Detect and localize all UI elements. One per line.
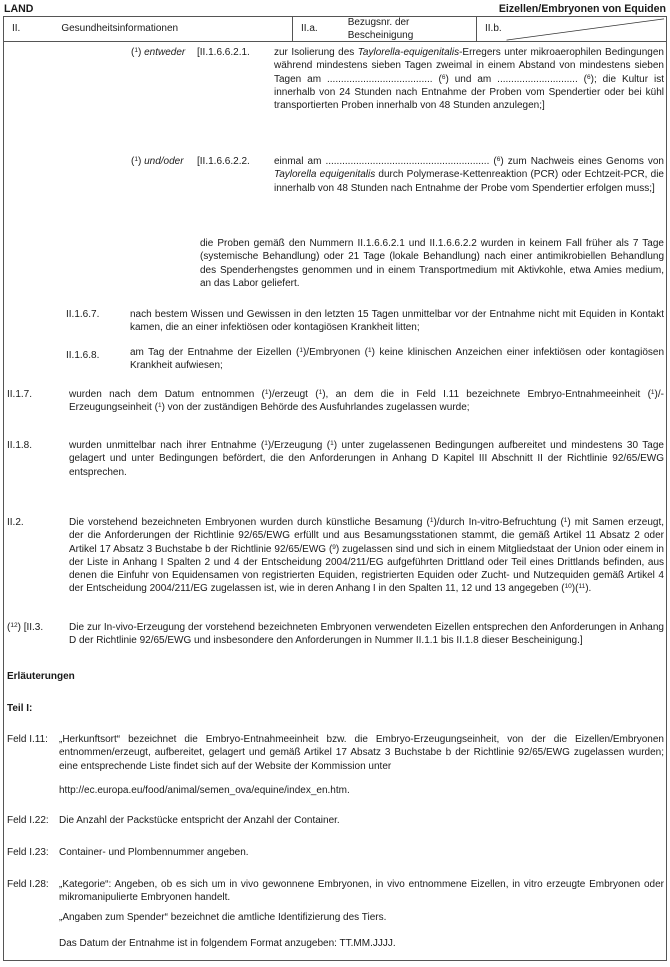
document-top-bar	[4, 3, 666, 16]
header-ref-label: Bezugsnr. der Bescheinigung	[347, 16, 414, 41]
clause-number: [II.1.6.6.2.2.	[197, 156, 250, 167]
country-label: LAND	[4, 2, 34, 15]
clause-text-ii-1-6-6-2-1: zur Isolierung des Taylorella-equigenitalis-Erregers unter mikroaerophilen Bedingungen während mindestens sieben Tagen zweimal in einem Abstand von mindestens sieben Tagen am ...................................... ($^6$) und am ............................. ($^6$); die Kultur ist innerhalb von 24 Stunden nach Entnahme der Proben vom Spendertier oder bei kühl transportierten Proben innerhalb von 48 Stunden anzulegen;]	[274, 47, 664, 112]
clause-number: ($^{12}$) [II.3.	[7, 622, 44, 633]
clause-number: II.1.6.7.	[66, 309, 100, 320]
clause-text-ii-2: Die vorstehend bezeichneten Embryonen wurden durch künstliche Besamung ($^1$)/durch In-vitro-Befruchtung ($^1$) mit Samen erzeugt, der die Anforderungen der Richtlinie 92/65/EWG erfüllt und aus Besamungsstationen stammt, die gemäß Artikel 11 Absatz 2 oder Artikel 17 Absatz 3 Buchstabe b der Richtlinie 92/65/EWG ($^9$) zugelassen sind und sich in einem Mitgliedstaat der Union oder einem in der Liste in Anhang I Spalten 2 und 4 der Entscheidung 2004/211/EG aufgeführten Drittland oder Teil eines Drittlands befinden, aus denen die Einfuhr von Equidensamen von registrierten Equiden, registrierten Equiden oder Zucht- und Nutzequiden gemäß Artikel 4 der Entscheidung 2004/211/EG zugelassen ist, wie in deren Anhang I in den Spalten 11, 12 und 13 angegeben ($^{10}$)($^{11}$).	[69, 517, 665, 595]
clause-number: [II.1.6.6.2.1.	[197, 47, 250, 58]
clause-number: II.1.7.	[7, 389, 33, 400]
commission-url-link[interactable]: http://ec.europa.eu/food/animal/semen_ova/equine/index_en.htm.	[59, 785, 350, 796]
clause-number: II.1.8.	[7, 440, 33, 451]
certificate-header-table	[3, 16, 667, 42]
header-section-number: II.	[12, 23, 21, 35]
field-note-i-23: Container- und Plombennummer angeben.	[59, 847, 249, 858]
header-ref-number: II.a.	[301, 23, 318, 35]
option-marker-and-or: ($^1$) und/oder	[131, 156, 184, 167]
field-note-i-28-date: Das Datum der Entnahme ist in folgendem Format anzugeben: TT.MM.JJJJ.	[59, 938, 396, 949]
option-marker-either: ($^1$) entweder	[131, 47, 186, 58]
header-cell-health-info	[4, 17, 293, 41]
field-note-i-11: „Herkunftsort“ bezeichnet die Embryo-Entnahmeeinheit bzw. die Embryo-Erzeugungseinheit, von der die Eizellen/Embryonen entnommen/erzeugt, aufbereitet, gelagert und gemäß Artikel 17 Absatz 3 Buchstabe b der Richtlinie 92/65/EWG zugelassen wurden; eine entsprechende Liste findet sich auf der Website der Kommission unter	[59, 734, 664, 772]
field-note-i-28: „Kategorie“: Angeben, ob es sich um in vivo gewonnene Embryonen, in vivo entnommene Eizellen, in vitro erzeugte Embryonen oder mikromanipulierte Embryonen handelt.	[59, 879, 664, 904]
header-iib-number: II.b.	[485, 23, 502, 35]
clause-text-ii-1-8: wurden unmittelbar nach ihrer Entnahme ($^1$)/Erzeugung ($^1$) unter zugelassenen Bedingungen aufbereitet und mindestens 30 Tage gelagert und unter Bedingungen befördert, die den Anforderungen in Anhang D Kapitel III Abschnitt II der Richtlinie 92/65/EWG entsprechen.	[69, 440, 664, 478]
part-heading: Teil I:	[7, 703, 33, 714]
clause-number: II.2.	[7, 517, 24, 528]
clause-text-ii-1-6-8: am Tag der Entnahme der Eizellen ($^1$)/Embryonen ($^1$) keine klinischen Anzeichen einer infektiösen oder kontagiösen Krankheit aufwiesen;	[130, 347, 665, 372]
clause-text-ii-1-6-6-2-2: einmal am ........................................................... ($^6$) zum Nachweis eines Genoms von Taylorella equigenitalis durch Polymerase-Kettenreaktion (PCR) oder Echtzeit-PCR, die innerhalb von 48 Stunden nach Entnahme der Probe vom Spendertier erfolgen muss;]	[274, 156, 664, 194]
header-cell-reference-number	[293, 17, 477, 41]
field-label: Feld I.28:	[7, 879, 49, 890]
clause-text-ii-1-6-7: nach bestem Wissen und Gewissen in den letzten 15 Tagen unmittelbar vor der Entnahme nicht mit Equiden in Kontakt kamen, die an einer infektiösen oder kontagiösen Krankheit litten;	[130, 309, 664, 334]
field-label: Feld I.22:	[7, 815, 49, 826]
certificate-body	[3, 42, 667, 961]
field-note-i-28-donor: „Angaben zum Spender“ bezeichnet die amtliche Identifizierung des Tiers.	[59, 912, 387, 923]
document-type-label: Eizellen/Embryonen von Equiden	[498, 2, 666, 15]
clause-number: II.1.6.8.	[66, 350, 100, 361]
header-section-label: Gesundheitsinformationen	[61, 23, 179, 35]
diagonal-strike-line	[477, 17, 666, 41]
header-cell-iib	[477, 17, 666, 41]
field-label: Feld I.23:	[7, 847, 49, 858]
field-label: Feld I.11:	[7, 734, 48, 745]
notes-heading: Erläuterungen	[7, 671, 75, 682]
clause-text-samples: die Proben gemäß den Nummern II.1.6.6.2.1 und II.1.6.6.2.2 wurden in keinem Fall früher als 7 Tage (systemische Behandlung) oder 21 Tage (lokale Behandlung) nach einer antimikrobiellen Behandlung des Spenderhengstes genommen und in einem Transportmedium mit Aktivkohle, etwa Amies medium, an das Labor geliefert.	[200, 238, 664, 289]
clause-text-ii-3: Die zur In-vivo-Erzeugung der vorstehend bezeichneten Embryonen verwendeten Eizellen entsprechen den Anforderungen in Anhang D der Richtlinie 92/65/EWG und insbesondere den Anforderungen in Nummer II.1.1 bis II.1.8 dieser Bescheinigung.]	[69, 622, 664, 647]
field-note-i-22: Die Anzahl der Packstücke entspricht der Anzahl der Container.	[59, 815, 340, 826]
clause-text-ii-1-7: wurden nach dem Datum entnommen ($^1$)/erzeugt ($^1$), an dem die in Feld I.11 bezeichnete Embryo-Entnahmeeinheit ($^1$)/-Erzeugungseinheit ($^1$) von der zuständigen Behörde des Ausfuhrlandes zugelassen wurde;	[69, 389, 664, 414]
